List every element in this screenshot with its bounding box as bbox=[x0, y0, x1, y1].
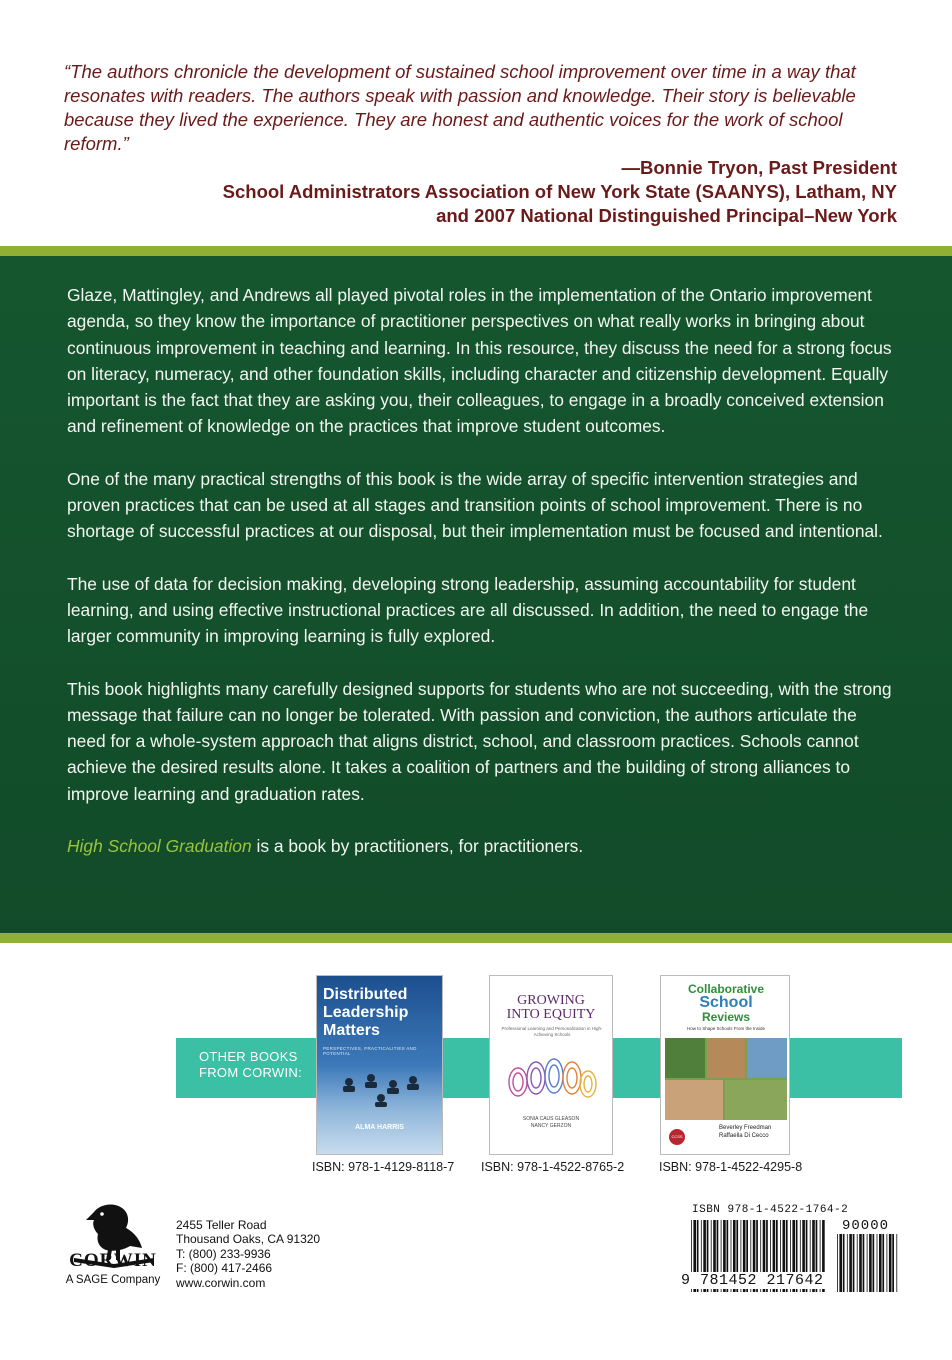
description-paragraph: Glaze, Mattingley, and Andrews all played pivotal roles in the implementation of the Ontario improvement agenda, so they know the importance of practitioner perspectives on what really works in bringing about continuous improvement in teaching and learning. In this resource, they discuss the need for a strong focus on literacy, numeracy, and other foundation skills, including character and citizenship development. Equally important is the fact that they are asking you, their colleagues, to engage in a broadly conceived extension and refinement of knowledge on the practices that improve student outcomes. bbox=[67, 285, 892, 437]
book-cover-collaborative-school-reviews[interactable] bbox=[660, 975, 790, 1155]
book-title-line: Distributed bbox=[323, 986, 408, 1003]
address-line: Thousand Oaks, CA 91320 bbox=[176, 1232, 321, 1247]
photo-tile bbox=[665, 1080, 723, 1120]
publisher-name: CORWIN bbox=[69, 1250, 157, 1271]
description-paragraph: The use of data for decision making, developing strong leadership, assuming accountability for student learning, and using effective instructional practices are all discussed. In addition, the need to engage the larger community in improving learning is fully explored. bbox=[67, 573, 869, 647]
barcode-addon-icon bbox=[836, 1234, 898, 1292]
barcode-isbn: ISBN 978-1-4522-1764-2 bbox=[692, 1204, 849, 1216]
barcode-price-code: 90000 bbox=[842, 1218, 890, 1234]
attribution-line: and 2007 National Distinguished Principal–New York bbox=[436, 205, 897, 226]
ccss-badge: CCSS bbox=[669, 1129, 685, 1145]
book-title-line: Matters bbox=[323, 1022, 380, 1039]
other-books-label-line: OTHER BOOKS bbox=[199, 1049, 298, 1064]
book-cover-title bbox=[323, 986, 438, 1040]
address-website[interactable]: www.corwin.com bbox=[176, 1275, 266, 1290]
attribution-line: —Bonnie Tryon, Past President bbox=[621, 157, 897, 178]
other-books-label bbox=[199, 1049, 319, 1081]
description-paragraph: This book highlights many carefully designed supports for students who are not succeeding, with the strong message that failure can no longer be tolerated. With passion and conviction, the authors articulate the need for a whole-system approach that aligns district, school, and classroom practices. Schools cannot achieve the desired results alone. It takes a coalition of partners and the building of strong alliances to improve learning and graduation rates. bbox=[67, 678, 892, 804]
book-cover-title bbox=[661, 982, 790, 1024]
book-cover-subtitle: How to Shape Schools From the Inside bbox=[686, 1026, 766, 1031]
book-isbn: ISBN: 978-1-4522-4295-8 bbox=[659, 1160, 803, 1174]
address-fax: F: (800) 417-2466 bbox=[176, 1261, 273, 1276]
book-cover-growing-into-equity[interactable] bbox=[489, 975, 613, 1155]
photo-tile bbox=[707, 1038, 745, 1078]
book-isbn: ISBN: 978-1-4522-8765-2 bbox=[481, 1160, 625, 1174]
book-title-line: INTO EQUITY bbox=[506, 1007, 596, 1022]
book-cover-subtitle: Professional Learning and Personalization in High-Achieving Schools bbox=[501, 1026, 603, 1037]
endorsement-attribution bbox=[37, 156, 897, 228]
book-title-line: Leadership bbox=[323, 1004, 409, 1021]
skydivers-image bbox=[337, 1068, 427, 1108]
closing-line bbox=[67, 833, 897, 859]
book-cover-authors bbox=[490, 1116, 612, 1130]
closing-text: is a book by practitioners, for practitioners. bbox=[251, 836, 584, 857]
book-author: NANCY GERZON bbox=[530, 1123, 572, 1129]
book-title: High School Graduation bbox=[67, 836, 252, 857]
description-text bbox=[67, 282, 897, 885]
book-cover-distributed-leadership[interactable] bbox=[316, 975, 443, 1155]
book-title-line: Reviews bbox=[701, 1010, 751, 1024]
book-author: Raffaella Di Cecco bbox=[719, 1133, 769, 1139]
book-cover-title bbox=[490, 994, 612, 1022]
book-cover-author: ALMA HARRIS bbox=[355, 1124, 404, 1131]
attribution-line: School Administrators Association of New York State (SAANYS), Latham, NY bbox=[222, 181, 897, 202]
publisher-tagline: A SAGE Company bbox=[65, 1274, 161, 1286]
book-title-line: School bbox=[699, 994, 753, 1011]
barcode-digits: 9 781452 217642 bbox=[681, 1272, 824, 1289]
classroom-photos bbox=[665, 1038, 787, 1120]
fingerprints-image bbox=[504, 1056, 600, 1104]
publisher-address bbox=[176, 1218, 320, 1290]
book-author: SONIA CAUS GLEASON bbox=[522, 1116, 580, 1122]
book-author: Beverley Freedman bbox=[719, 1125, 772, 1131]
photo-tile bbox=[747, 1038, 787, 1078]
top-divider bbox=[0, 246, 952, 256]
photo-tile bbox=[665, 1038, 705, 1078]
endorsement-quote: “The authors chronicle the development of sustained school improvement over time in a way that resonates with readers. The authors speak with passion and knowledge. Their story is believable because they lived the experience. They are honest and authentic voices for the work of school reform.” bbox=[64, 61, 856, 154]
address-phone: T: (800) 233-9936 bbox=[176, 1246, 271, 1261]
bottom-divider bbox=[0, 933, 952, 943]
description-paragraph: One of the many practical strengths of this book is the wide array of specific intervention strategies and proven practices that can be used at all stages and transition points of school improvement. There is no shortage of successful practices at our disposal, but their implementation must be focused and intentional. bbox=[67, 468, 883, 542]
book-title-line: Collaborative bbox=[687, 982, 765, 996]
book-cover-authors bbox=[719, 1124, 789, 1140]
photo-tile bbox=[725, 1080, 787, 1120]
address-line: 2455 Teller Road bbox=[176, 1218, 267, 1232]
book-title-line: GROWING bbox=[517, 993, 585, 1008]
book-cover-subtitle: PERSPECTIVES, PRACTICALITIES AND POTENTIAL bbox=[323, 1046, 417, 1056]
book-isbn: ISBN: 978-1-4129-8118-7 bbox=[312, 1160, 455, 1174]
other-books-label-line: FROM CORWIN: bbox=[199, 1065, 303, 1080]
